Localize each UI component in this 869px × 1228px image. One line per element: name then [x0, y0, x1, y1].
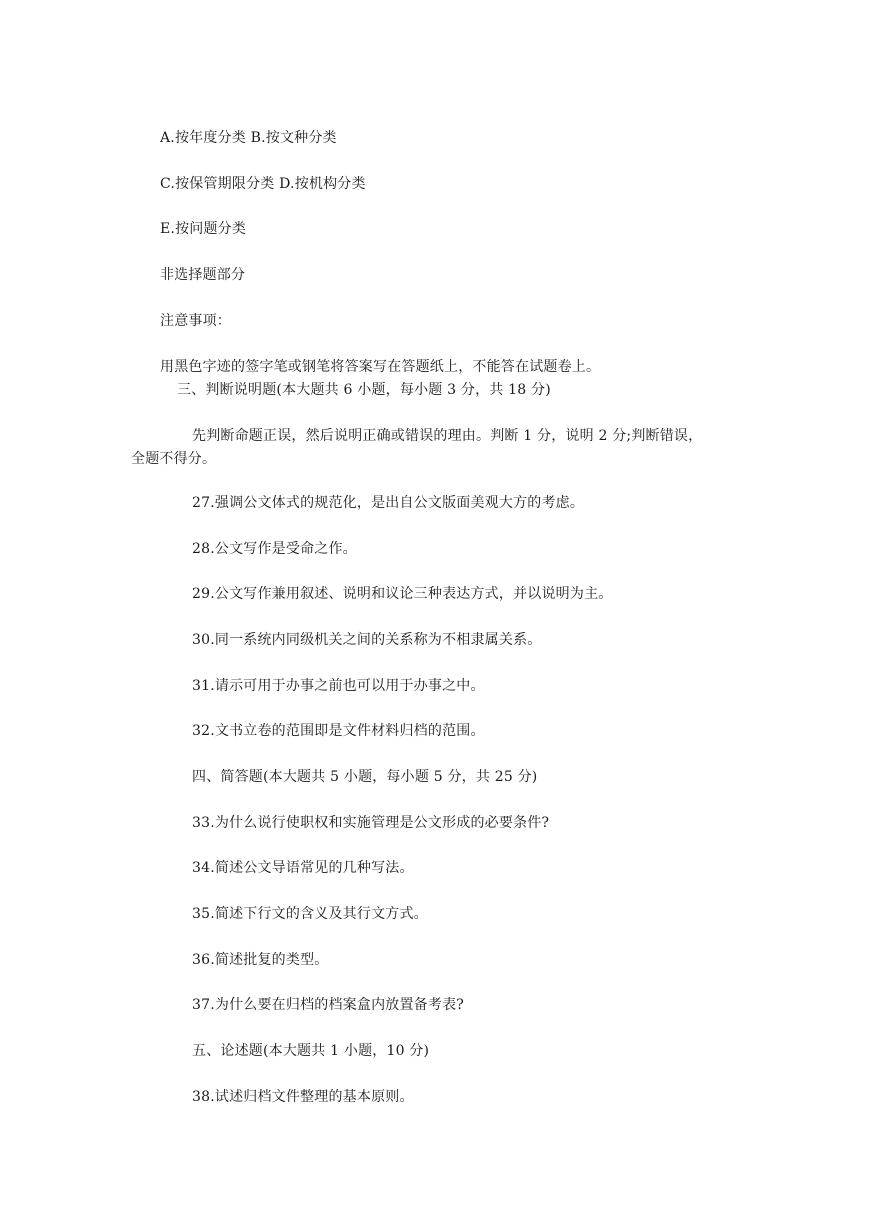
section-5-title: 五、论述题(本大题共 1 小题，10 分) — [192, 1043, 430, 1059]
question-35: 35.简述下行文的含义及其行文方式。 — [192, 906, 428, 922]
question-28: 28.公文写作是受命之作。 — [192, 541, 357, 557]
question-29: 29.公文写作兼用叙述、说明和议论三种表达方式，并以说明为主。 — [192, 586, 613, 602]
question-30: 30.同一系统内同级机关之间的关系称为不相隶属关系。 — [192, 632, 542, 648]
section-4-title: 四、简答题(本大题共 5 小题，每小题 5 分，共 25 分) — [192, 769, 538, 785]
section-3-instruction-line-2: 全题不得分。 — [131, 451, 217, 467]
question-38: 38.试述归档文件整理的基本原则。 — [192, 1089, 414, 1105]
notice-title: 注意事项： — [160, 313, 231, 329]
section-3-instruction-line-1: 先判断命题正误，然后说明正确或错误的理由。判断 1 分，说明 2 分;判断错误， — [192, 428, 703, 444]
non-choice-section-title: 非选择题部分 — [160, 267, 246, 283]
question-31: 31.请示可用于办事之前也可以用于办事之中。 — [192, 678, 485, 694]
notice-text: 用黑色字迹的签字笔或钢笔将答案写在答题纸上，不能答在试题卷上。 — [160, 359, 601, 375]
section-3-title: 三、判断说明题(本大题共 6 小题，每小题 3 分，共 18 分) — [177, 382, 551, 398]
option-e: E.按问题分类 — [160, 221, 247, 237]
option-a-b: A.按年度分类 B.按文种分类 — [160, 130, 337, 146]
question-27: 27.强调公文体式的规范化，是出自公文版面美观大方的考虑。 — [192, 495, 585, 511]
question-34: 34.简述公文导语常见的几种写法。 — [192, 860, 414, 876]
question-37: 37.为什么要在归档的档案盒内放置备考表? — [192, 997, 464, 1013]
question-32: 32.文书立卷的范围即是文件材料归档的范围。 — [192, 723, 485, 739]
question-36: 36.简述批复的类型。 — [192, 952, 329, 968]
question-33: 33.为什么说行使职权和实施管理是公文形成的必要条件? — [192, 815, 550, 831]
option-c-d: C.按保管期限分类 D.按机构分类 — [160, 176, 366, 192]
